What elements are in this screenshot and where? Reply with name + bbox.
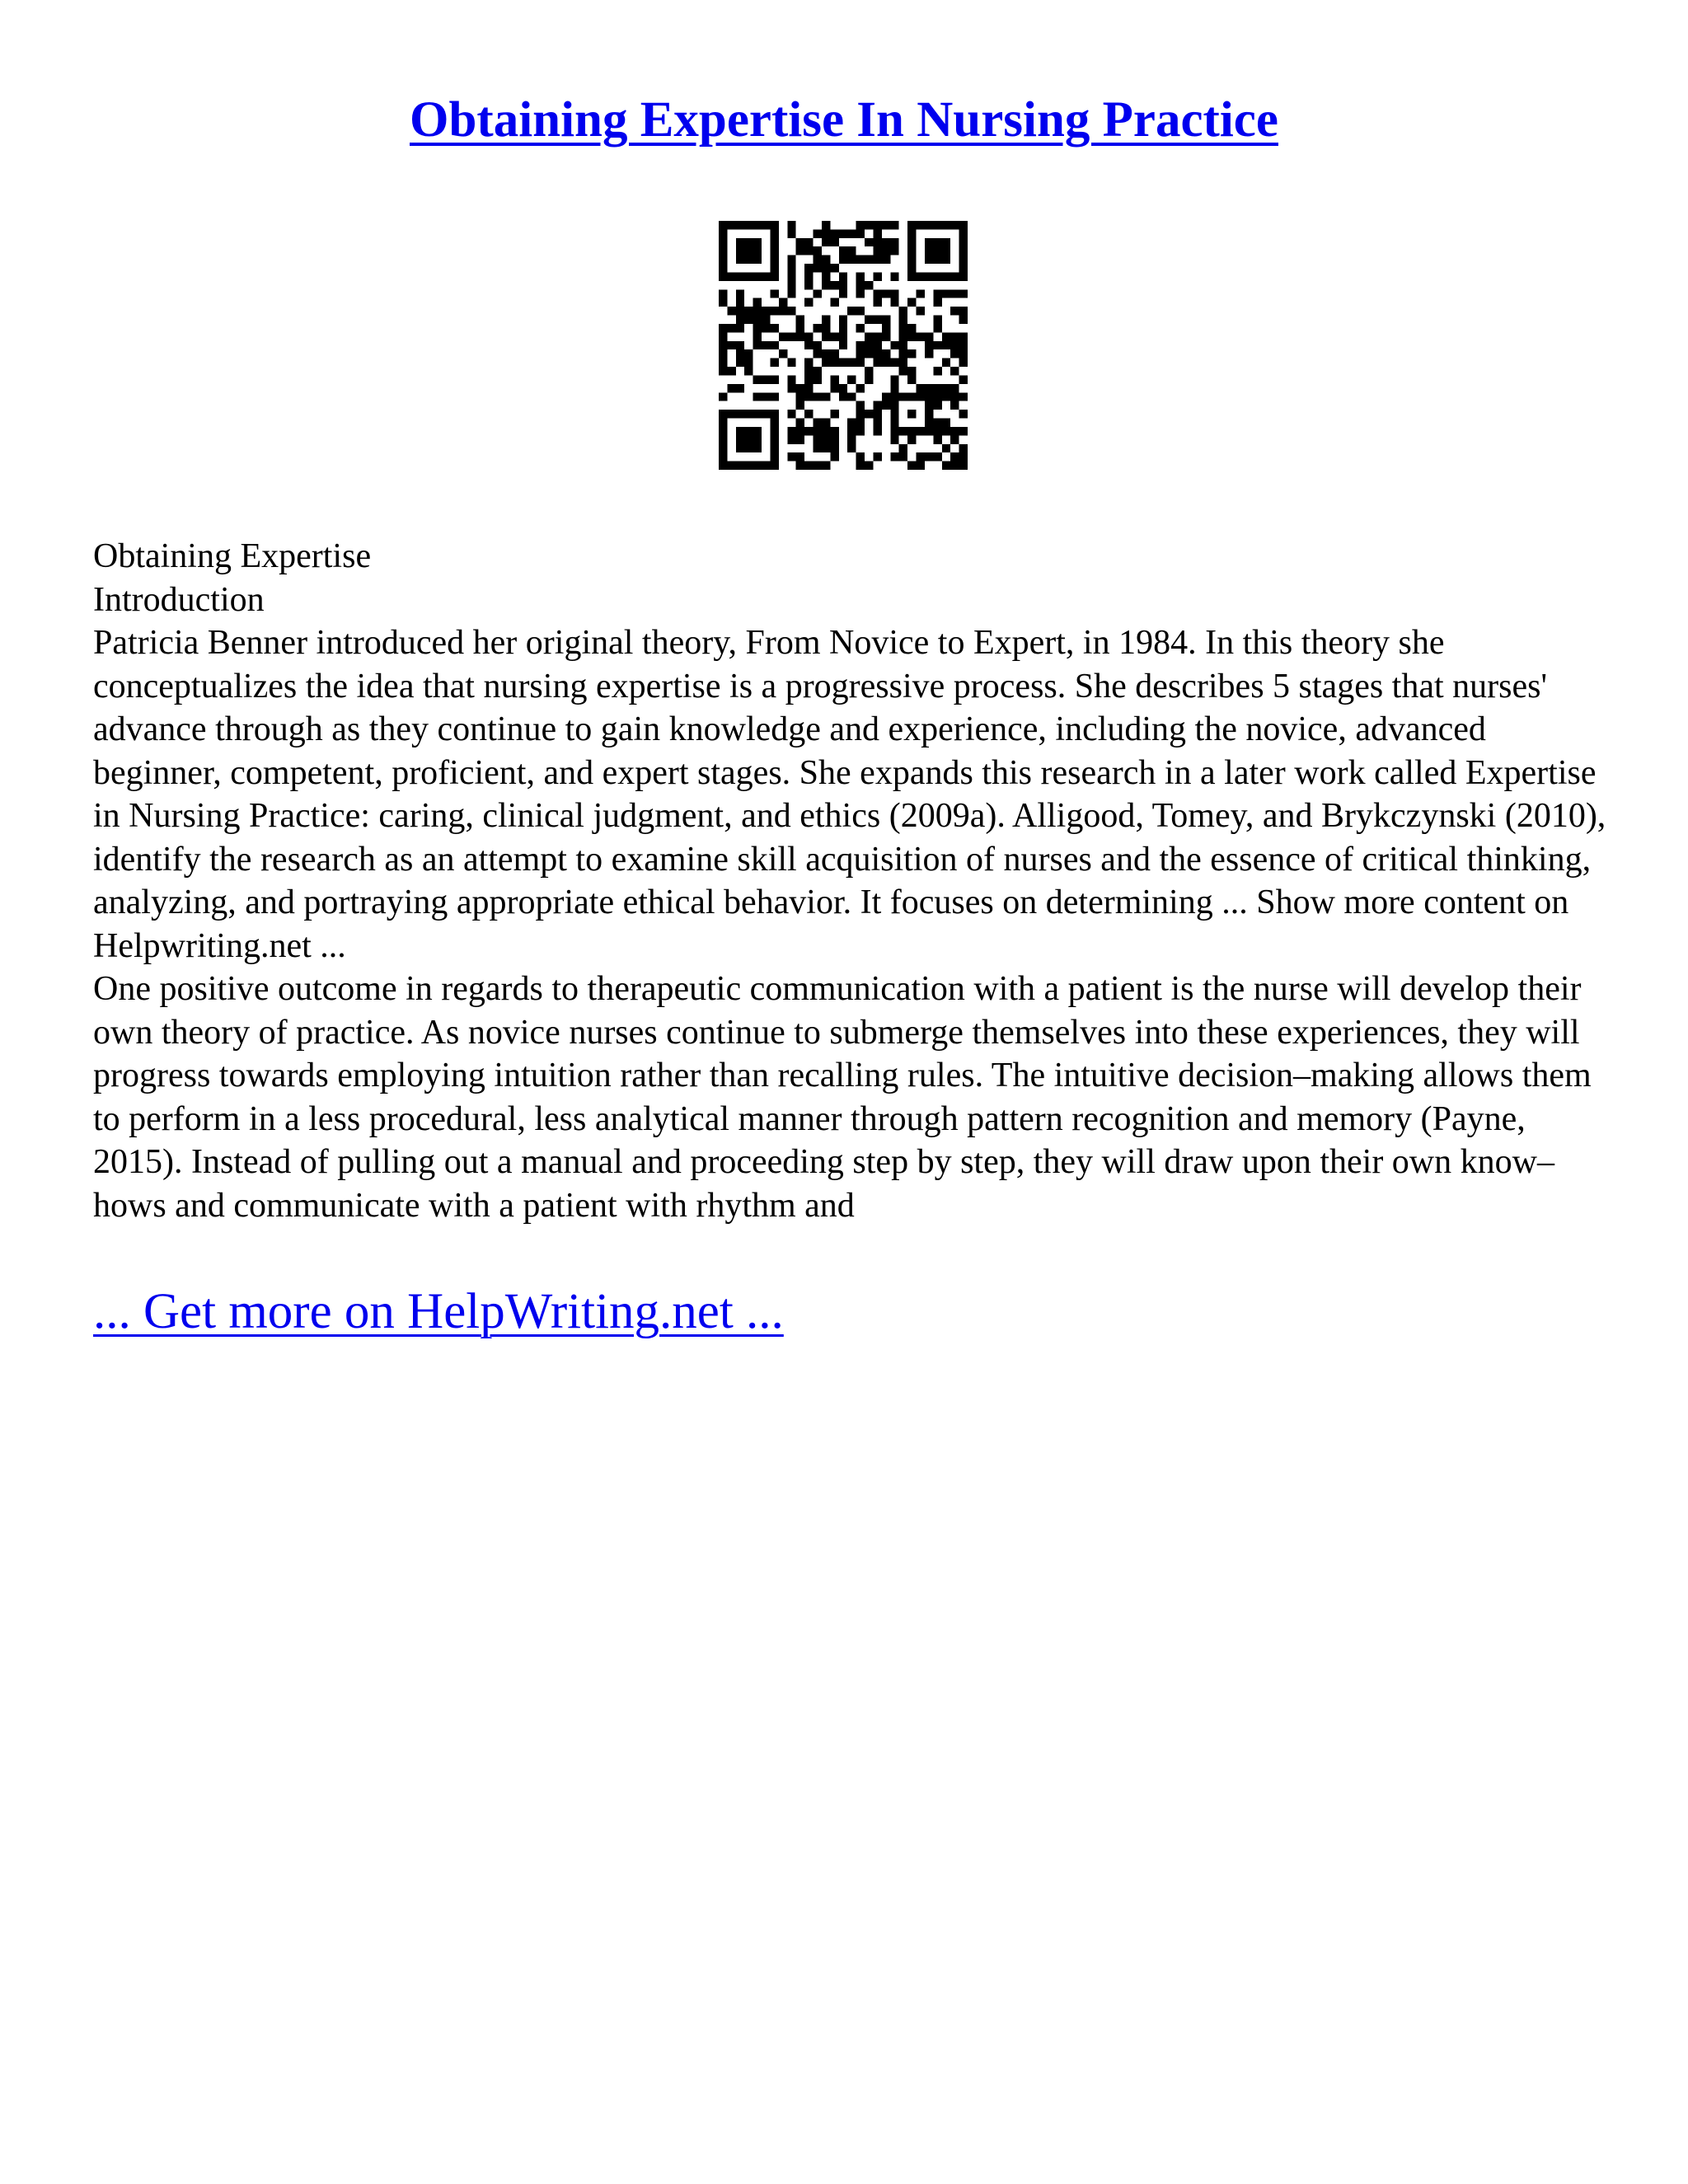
qr-code-graphic <box>719 221 968 470</box>
title-link[interactable]: Obtaining Expertise In Nursing Practice <box>410 92 1278 148</box>
paragraph-outcome: One positive outcome in regards to therapeutic communication with a patient is the nurse will develop their own theory of practice. As novice nurses continue to submerge themselves into these experiences, they will progress towards employing intuition rather than recalling rules. The intuitive decision–making allows them to perform in a less procedural, less analytical manner through pattern recognition and memory (Payne, 2015). Instead of pulling out a manual and proceeding step by step, they will draw upon their own know–hows and communicate with a patient with rhythm and <box>93 970 1592 1225</box>
page-title <box>0 89 1688 152</box>
get-more-block <box>93 1281 784 1343</box>
get-more-link[interactable]: ... Get more on HelpWriting.net ... <box>93 1284 784 1339</box>
paragraph-intro: Patricia Benner introduced her original theory, From Novice to Expert, in 1984. In this theory she conceptualizes the idea that nursing expertise is a progressive process. She describes 5 stages that nurses' advance through as they continue to gain knowledge and experience, including the novice, advanced beginner, competent, proficient, and expert stages. She expands this research in a later work called Expertise in Nursing Practice: caring, clinical judgment, and ethics (2009a). Alligood, Tomey, and Brykczynski (2010), identify the research as an attempt to examine skill acquisition of nurses and the essence of critical thinking, analyzing, and portraying appropriate ethical behavior. It focuses on determining ... Show more content on Helpwriting.net ... <box>93 624 1606 965</box>
qr-code-icon <box>719 221 968 470</box>
document-subheading: Introduction <box>93 580 265 619</box>
document-heading: Obtaining Expertise <box>93 537 372 575</box>
document-body <box>93 535 1610 1227</box>
